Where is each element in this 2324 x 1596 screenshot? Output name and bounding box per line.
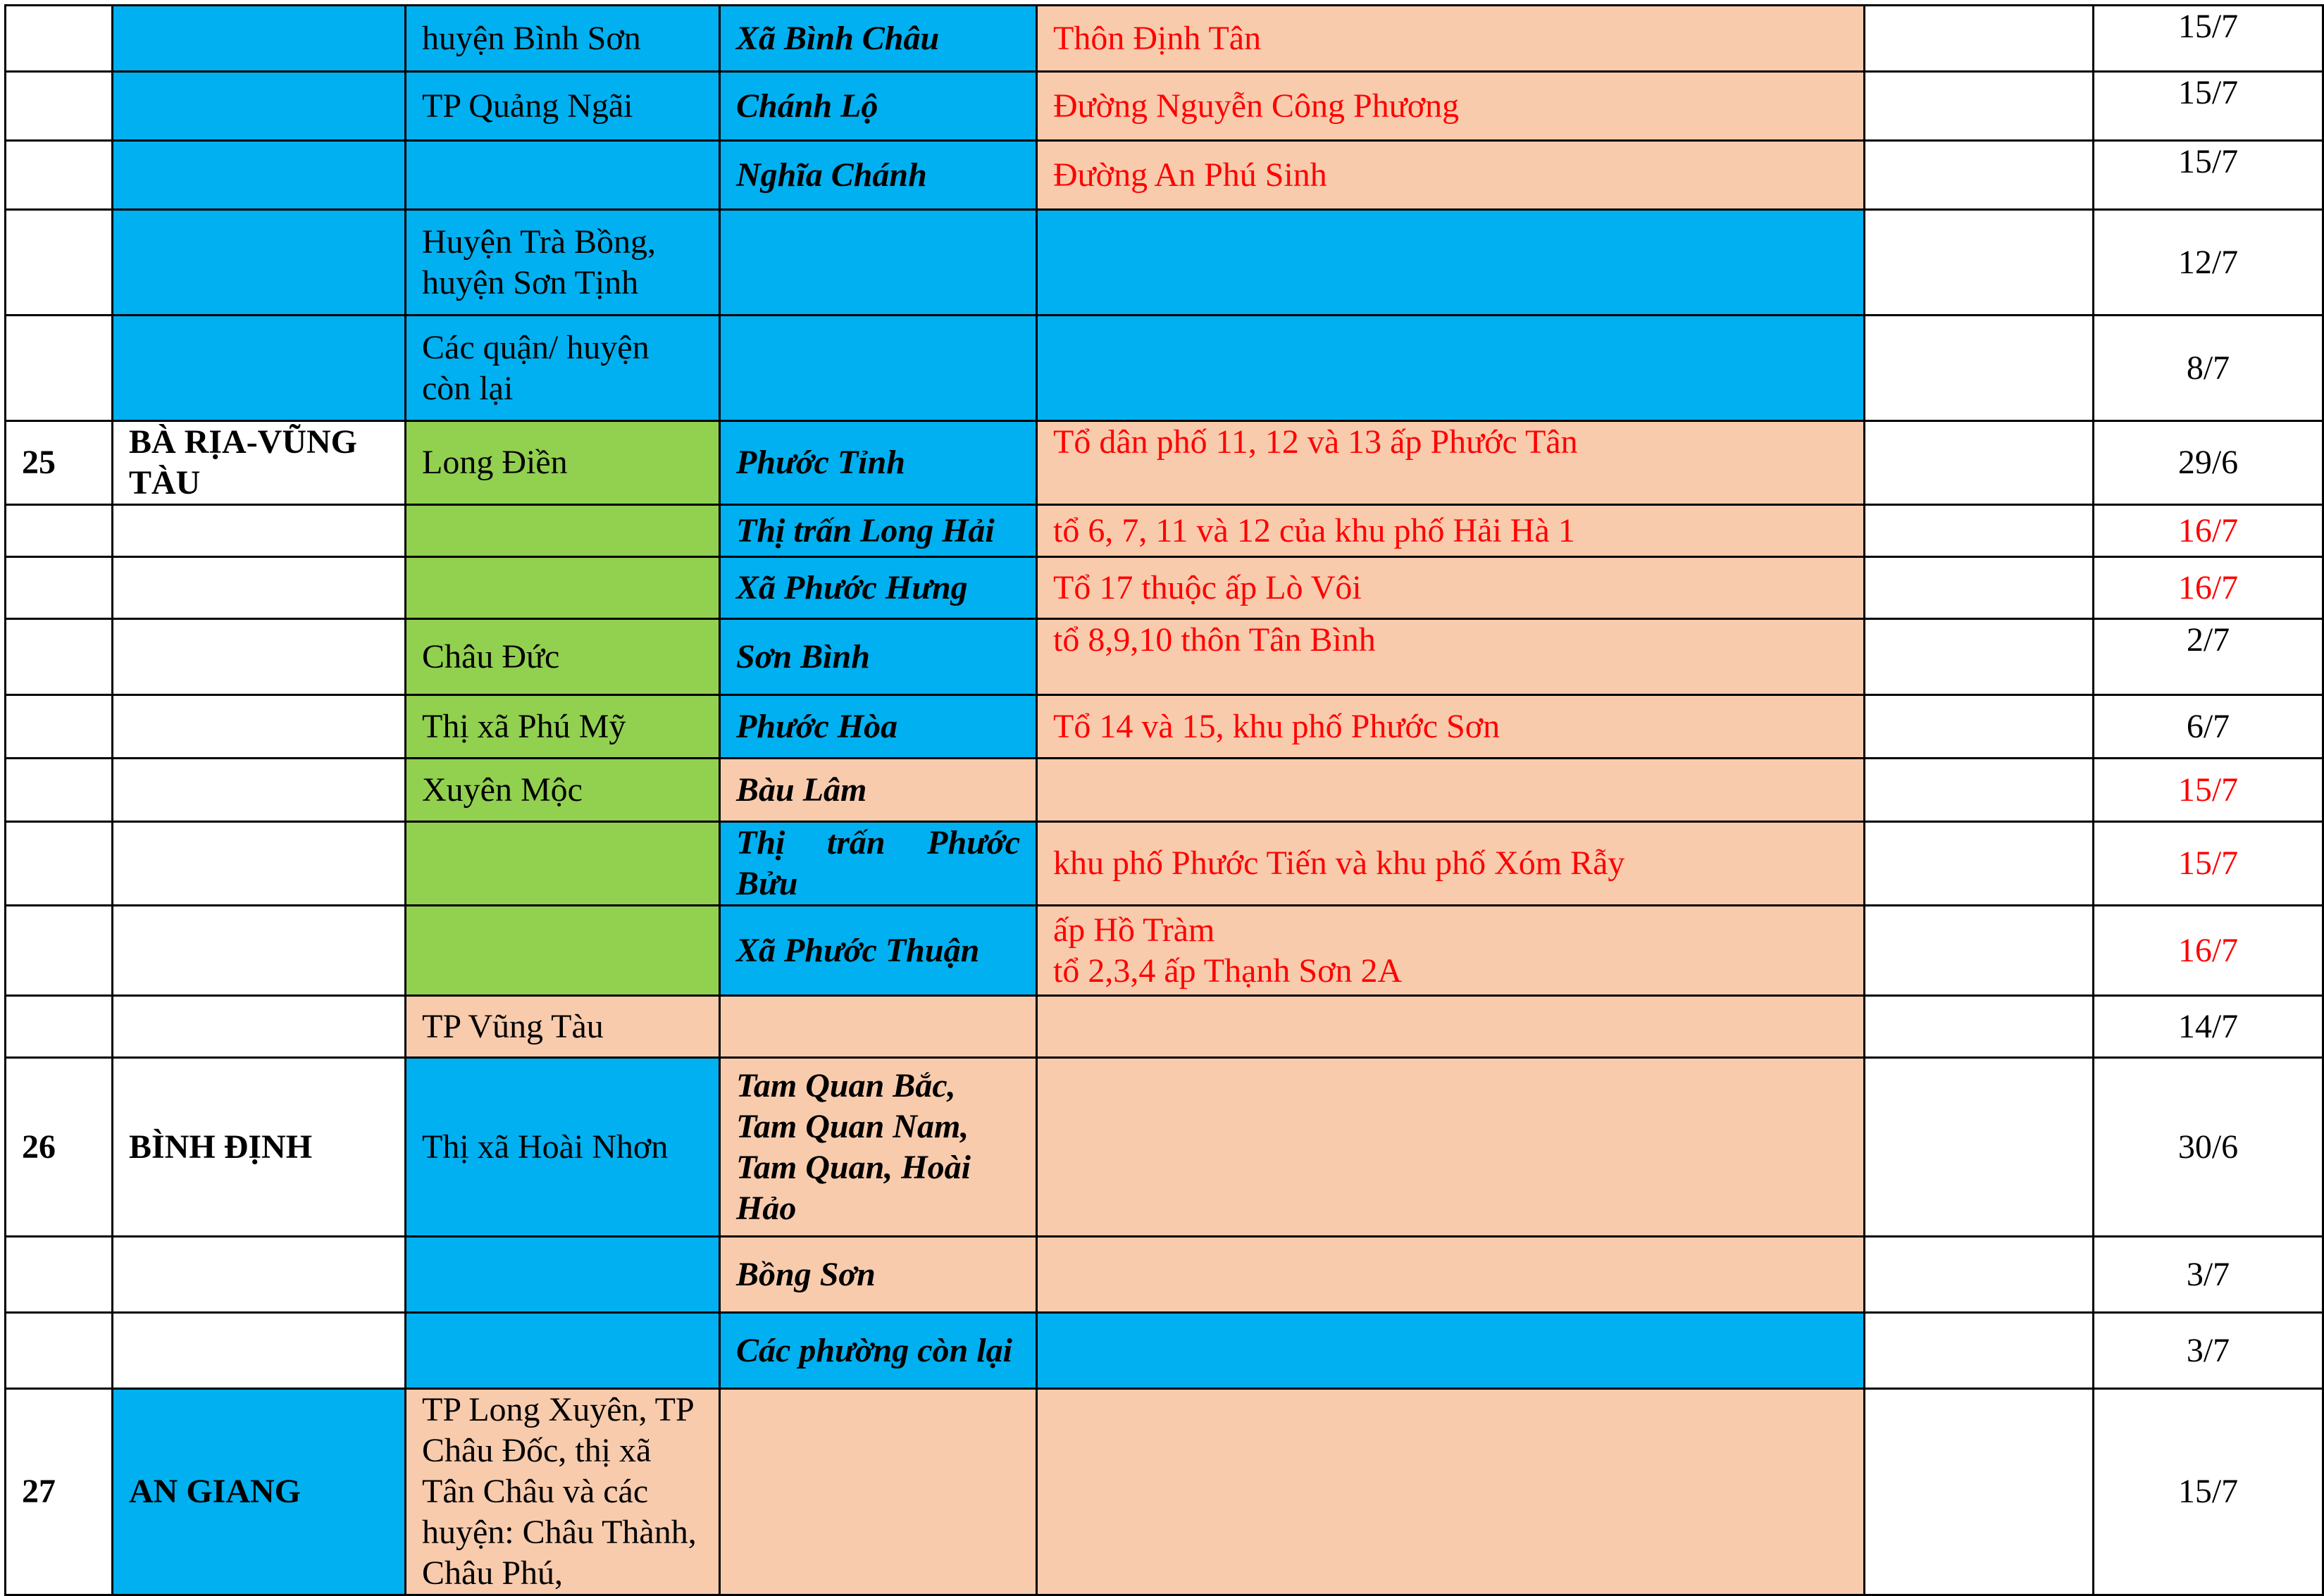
row-number (6, 1237, 113, 1313)
empty-cell (1865, 6, 2094, 72)
date-cell: 3/7 (2094, 1313, 2323, 1389)
detail-cell (1037, 316, 1865, 421)
ward-cell (720, 210, 1037, 316)
table-row (6, 421, 2323, 505)
empty-cell (1865, 141, 2094, 210)
date-cell: 15/7 (2094, 822, 2323, 906)
province-cell (113, 619, 406, 695)
province-cell: BÀ RỊA-VŨNG TÀU (113, 421, 406, 505)
row-number (6, 141, 113, 210)
ward-cell: Bồng Sơn (720, 1237, 1037, 1313)
row-number (6, 72, 113, 141)
table-row (6, 557, 2323, 619)
table-row (6, 1237, 2323, 1313)
row-number (6, 6, 113, 72)
ward-cell (720, 1389, 1037, 1595)
district-cell: TP Quảng Ngãi (406, 72, 720, 141)
ward-cell: Xã Bình Châu (720, 6, 1037, 72)
row-number (6, 505, 113, 557)
district-cell: Long Điền (406, 421, 720, 505)
detail-cell: khu phố Phước Tiến và khu phố Xóm Rẫy (1037, 822, 1865, 906)
lockdown-table (4, 4, 2324, 1596)
row-number (6, 695, 113, 759)
ward-cell: Phước Hòa (720, 695, 1037, 759)
province-cell (113, 822, 406, 906)
date-cell: 15/7 (2094, 759, 2323, 822)
detail-cell: Đường Nguyễn Công Phương (1037, 72, 1865, 141)
table-row (6, 619, 2323, 695)
province-cell (113, 6, 406, 72)
row-number (6, 822, 113, 906)
table-row (6, 822, 2323, 906)
ward-cell: Phước Tỉnh (720, 421, 1037, 505)
district-cell: Châu Đức (406, 619, 720, 695)
province-cell: AN GIANG (113, 1389, 406, 1595)
date-cell: 16/7 (2094, 557, 2323, 619)
district-cell: huyện Bình Sơn (406, 6, 720, 72)
date-cell: 3/7 (2094, 1237, 2323, 1313)
district-cell: Xuyên Mộc (406, 759, 720, 822)
empty-cell (1865, 1237, 2094, 1313)
table-row (6, 996, 2323, 1058)
detail-cell: tổ 6, 7, 11 và 12 của khu phố Hải Hà 1 (1037, 505, 1865, 557)
ward-cell: Sơn Bình (720, 619, 1037, 695)
province-cell (113, 996, 406, 1058)
empty-cell (1865, 1058, 2094, 1237)
row-number (6, 557, 113, 619)
row-number (6, 1313, 113, 1389)
district-cell: TP Long Xuyên, TP Châu Đốc, thị xã Tân Châu và các huyện: Châu Thành, Châu Phú, (406, 1389, 720, 1595)
date-cell: 14/7 (2094, 996, 2323, 1058)
empty-cell (1865, 421, 2094, 505)
province-cell (113, 141, 406, 210)
province-cell (113, 1237, 406, 1313)
row-number (6, 906, 113, 996)
detail-cell: Tổ 17 thuộc ấp Lò Vôi (1037, 557, 1865, 619)
district-cell: Huyện Trà Bồng, huyện Sơn Tịnh (406, 210, 720, 316)
district-cell: Thị xã Hoài Nhơn (406, 1058, 720, 1237)
row-number (6, 619, 113, 695)
empty-cell (1865, 759, 2094, 822)
province-cell (113, 316, 406, 421)
row-number: 25 (6, 421, 113, 505)
district-cell: Thị xã Phú Mỹ (406, 695, 720, 759)
table-row (6, 141, 2323, 210)
province-cell (113, 1313, 406, 1389)
table-row (6, 1058, 2323, 1237)
detail-cell (1037, 1058, 1865, 1237)
ward-cell (720, 316, 1037, 421)
district-cell (406, 1313, 720, 1389)
row-number: 26 (6, 1058, 113, 1237)
ward-cell: Chánh Lộ (720, 72, 1037, 141)
district-cell (406, 557, 720, 619)
district-cell: Các quận/ huyện còn lại (406, 316, 720, 421)
detail-cell (1037, 210, 1865, 316)
date-cell: 15/7 (2094, 1389, 2323, 1595)
date-cell: 6/7 (2094, 695, 2323, 759)
province-cell (113, 72, 406, 141)
table-row (6, 906, 2323, 996)
date-cell: 29/6 (2094, 421, 2323, 505)
date-cell: 30/6 (2094, 1058, 2323, 1237)
ward-cell: Xã Phước Hưng (720, 557, 1037, 619)
date-cell: 2/7 (2094, 619, 2323, 695)
ward-cell: Tam Quan Bắc, Tam Quan Nam, Tam Quan, Hoài Hảo (720, 1058, 1037, 1237)
table-row (6, 1313, 2323, 1389)
ward-cell: Các phường còn lại (720, 1313, 1037, 1389)
ward-cell: Bàu Lâm (720, 759, 1037, 822)
empty-cell (1865, 1389, 2094, 1595)
date-cell: 15/7 (2094, 141, 2323, 210)
table-row (6, 210, 2323, 316)
detail-cell (1037, 996, 1865, 1058)
district-cell (406, 505, 720, 557)
province-cell (113, 759, 406, 822)
district-cell (406, 141, 720, 210)
province-cell (113, 505, 406, 557)
province-cell (113, 210, 406, 316)
detail-cell: tổ 8,9,10 thôn Tân Bình (1037, 619, 1865, 695)
detail-cell: Tổ 14 và 15, khu phố Phước Sơn (1037, 695, 1865, 759)
detail-cell (1037, 1313, 1865, 1389)
empty-cell (1865, 906, 2094, 996)
row-number (6, 759, 113, 822)
row-number: 27 (6, 1389, 113, 1595)
empty-cell (1865, 505, 2094, 557)
ward-cell: Thị trấn Phước Bửu (720, 822, 1037, 906)
row-number (6, 210, 113, 316)
detail-cell (1037, 1237, 1865, 1313)
district-cell (406, 822, 720, 906)
date-cell: 16/7 (2094, 505, 2323, 557)
empty-cell (1865, 695, 2094, 759)
row-number (6, 316, 113, 421)
district-cell (406, 1237, 720, 1313)
detail-cell: Tổ dân phố 11, 12 và 13 ấp Phước Tân (1037, 421, 1865, 505)
table-row (6, 1389, 2323, 1595)
table-row (6, 72, 2323, 141)
ward-cell (720, 996, 1037, 1058)
province-cell (113, 557, 406, 619)
ward-cell: Nghĩa Chánh (720, 141, 1037, 210)
detail-cell: ấp Hồ Tràm tổ 2,3,4 ấp Thạnh Sơn 2A (1037, 906, 1865, 996)
district-cell (406, 906, 720, 996)
district-cell: TP Vũng Tàu (406, 996, 720, 1058)
empty-cell (1865, 557, 2094, 619)
table-row (6, 505, 2323, 557)
empty-cell (1865, 72, 2094, 141)
province-cell (113, 695, 406, 759)
province-cell (113, 906, 406, 996)
date-cell: 15/7 (2094, 72, 2323, 141)
empty-cell (1865, 1313, 2094, 1389)
empty-cell (1865, 996, 2094, 1058)
province-cell: BÌNH ĐỊNH (113, 1058, 406, 1237)
detail-cell (1037, 759, 1865, 822)
empty-cell (1865, 210, 2094, 316)
detail-cell (1037, 1389, 1865, 1595)
table-row (6, 6, 2323, 72)
row-number (6, 996, 113, 1058)
detail-cell: Đường An Phú Sinh (1037, 141, 1865, 210)
date-cell: 16/7 (2094, 906, 2323, 996)
date-cell: 15/7 (2094, 6, 2323, 72)
table-row (6, 695, 2323, 759)
date-cell: 8/7 (2094, 316, 2323, 421)
empty-cell (1865, 316, 2094, 421)
ward-cell: Xã Phước Thuận (720, 906, 1037, 996)
empty-cell (1865, 822, 2094, 906)
table-row (6, 316, 2323, 421)
date-cell: 12/7 (2094, 210, 2323, 316)
ward-cell: Thị trấn Long Hải (720, 505, 1037, 557)
detail-cell: Thôn Định Tân (1037, 6, 1865, 72)
empty-cell (1865, 619, 2094, 695)
table-row (6, 759, 2323, 822)
